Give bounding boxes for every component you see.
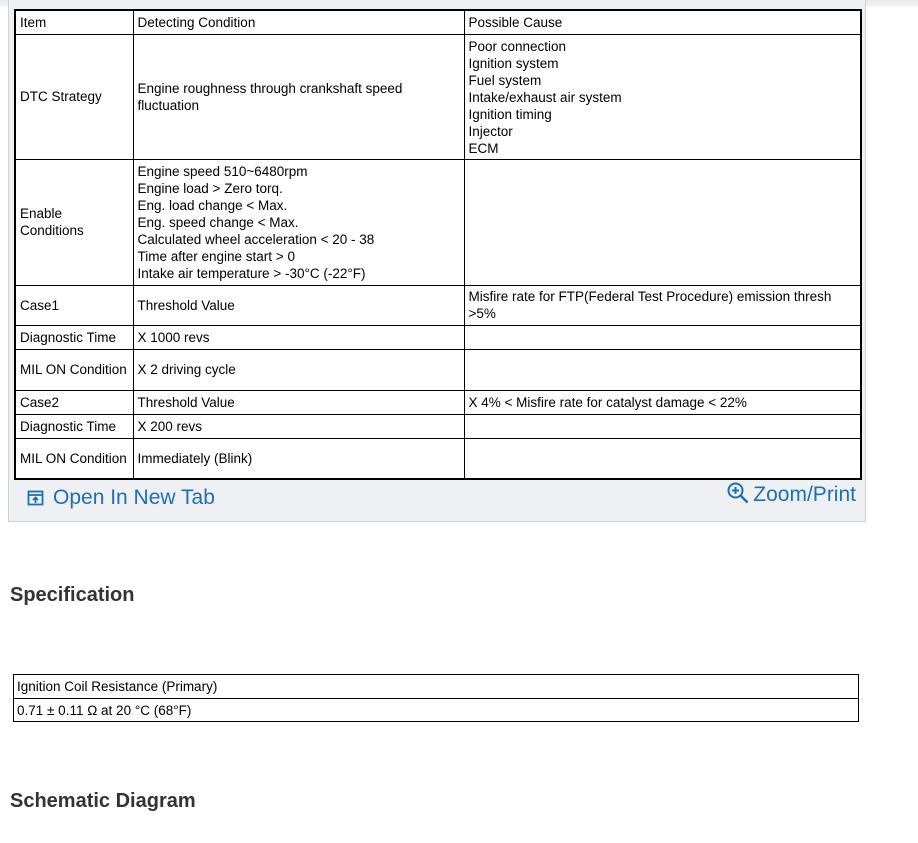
table-row [15,414,861,438]
condition-line: Intake air temperature > -30°C (-22°F) [137,265,366,281]
condition-cell: Threshold Value [133,285,464,325]
table-row [15,390,861,414]
open-in-new-tab-label: Open In New Tab [53,486,215,509]
cause-line: Ignition system [468,55,559,71]
condition-line: Eng. load change < Max. [137,197,288,213]
open-in-new-tab-icon [27,489,45,507]
item-cell: MIL ON Condition [15,349,133,390]
item-cell: DTC Strategy [15,34,133,159]
cause-cell [464,414,861,438]
cause-cell [464,438,861,479]
condition-cell [133,159,464,285]
table-row [14,675,859,699]
schematic-diagram-heading: Schematic Diagram [10,790,196,812]
specification-table [13,674,859,722]
zoom-print-link[interactable] [726,483,856,507]
spec-value-cell: 0.71 ± 0.11 Ω at 20 °C (68°F) [14,699,859,722]
table-header-row [15,10,861,34]
condition-cell: Immediately (Blink) [133,438,464,479]
condition-line: Engine load > Zero torq. [137,180,283,196]
table-row [15,159,861,285]
item-cell: Enable Conditions [15,159,133,285]
item-cell: Case2 [15,390,133,414]
cause-line: Injector [468,123,513,139]
condition-cell: X 1000 revs [133,325,464,349]
header-detecting-condition: Detecting Condition [133,10,464,34]
condition-line: Engine speed 510~6480rpm [137,163,308,179]
cause-cell: X 4% < Misfire rate for catalyst damage < 22% [464,390,861,414]
cause-cell [464,285,861,325]
condition-cell: X 2 driving cycle [133,349,464,390]
condition-line: Calculated wheel acceleration < 20 - 38 [137,231,375,247]
specification-heading: Specification [10,584,135,606]
condition-cell: Engine roughness through crankshaft speed fluctuation [133,34,464,159]
cause-line: >5% [468,306,496,321]
cause-line: ECM [468,140,499,156]
item-cell: Case1 [15,285,133,325]
cause-line: Ignition timing [468,106,552,122]
zoom-in-icon [726,481,750,505]
dtc-table [14,9,862,480]
table-row [15,285,861,325]
table-row [15,438,861,479]
header-item: Item [15,10,133,34]
table-row [15,325,861,349]
cause-line: Fuel system [468,72,542,88]
open-in-new-tab-link[interactable] [27,486,215,510]
item-cell: Diagnostic Time [15,414,133,438]
header-possible-cause: Possible Cause [464,10,861,34]
item-cell: Diagnostic Time [15,325,133,349]
table-row [15,34,861,159]
cause-cell [464,159,861,285]
cause-cell [464,325,861,349]
condition-cell: X 200 revs [133,414,464,438]
table-toolbar [18,482,860,518]
condition-line: Time after engine start > 0 [137,248,295,264]
cause-cell [464,34,861,159]
cause-line: Intake/exhaust air system [468,89,622,105]
item-cell: MIL ON Condition [15,438,133,479]
table-row [14,699,859,722]
cause-cell [464,349,861,390]
table-row [15,349,861,390]
cause-line: Misfire rate for FTP(Federal Test Procedure) emission thresh [468,289,832,304]
cause-line: Poor connection [468,38,567,54]
zoom-print-label: Zoom/Print [753,483,856,506]
spec-label-cell: Ignition Coil Resistance (Primary) [14,675,859,699]
condition-cell: Threshold Value [133,390,464,414]
condition-line: Eng. speed change < Max. [137,214,299,230]
